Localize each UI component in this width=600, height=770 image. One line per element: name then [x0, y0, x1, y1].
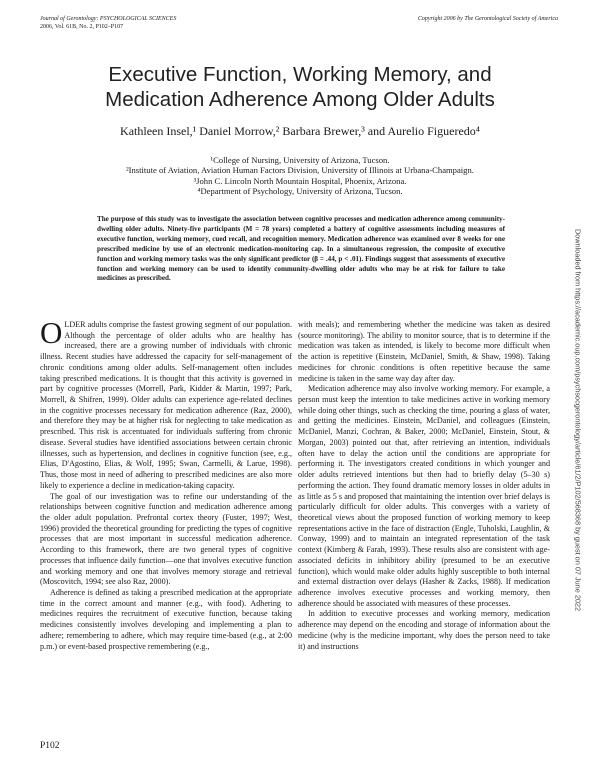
affiliation-1: ¹College of Nursing, University of Arizona, Tucson. — [210, 155, 390, 165]
article-title — [40, 62, 560, 112]
small-caps-lead: LDER — [64, 320, 86, 329]
body-column-left — [40, 315, 292, 652]
title-line-1: Executive Function, Working Memory, and — [108, 63, 492, 86]
journal-header — [40, 16, 176, 31]
journal-volume: 2006, Vol. 61B, No. 2, P102–P107 — [40, 23, 124, 30]
affiliations — [40, 155, 560, 197]
copyright-notice: Copyright 2006 by The Gerontological Society of America — [417, 16, 558, 22]
page-number: P102 — [40, 741, 60, 751]
title-line-2: Medication Adherence Among Older Adults — [105, 88, 495, 111]
affiliation-4: ⁴Department of Psychology, University of Arizona, Tucson. — [197, 186, 403, 197]
drop-cap: O — [40, 315, 63, 350]
affiliation-3: ³John C. Lincoln North Mountain Hospital, Phoenix, Arizona. — [193, 175, 407, 186]
paragraph-intro — [40, 315, 292, 492]
abstract: The purpose of this study was to investigate the association between cognitive processes and medication adherence among community-dwelling older adults. Ninety-five participants (M = 78 years) completed a battery of cognitive assessments including measures of executive function, working memory, cued recall, and recognition memory. Medication adherence was examined over 8 weeks for one prescribed medicine by use of an electronic medication-monitoring cap. In a simultaneous regression, the composite of executive function and working memory tasks was the only significant predictor (β = .44, p < .01). Findings suggest that assessments of executive function and working memory can be used to identify community-dwelling older adults who may be at risk for failure to take medicines as prescribed. — [97, 215, 505, 283]
paragraph-intro-text: adults comprise the fastest growing segment of our population. Although the percentage of older adults who are healthy has increased, there are a growing number of individuals with chronic illness. Recent studies have addressed the capacity for self-management of chronic conditions among older adults. Self-management often includes taking prescribed medications. It is thought that this activity is governed in part by cognitive processes (Morrell, Park, Kidder & Martin, 1997; Park, Morrell, & Shifren, 1999). Older adults can experience age-related declines in the cognitive processes necessary for medication adherence (Raz, 2000), and therefore they may be at higher risk for neglecting to take medication as prescribed. This risk is accentuated for individuals suffering from chronic disease. Several studies have identified associations between certain chronic illnesses, such as hypertension, and declines in cognitive function (see, e.g., Elias, D'Agostino, Elias, & Wolf, 1995; Swan, Carmelli, & Larue, 1998). Thus, those most in need of adhering to prescribed medicines are also more likely to experience a decline in medication-taking capacity. — [40, 320, 292, 490]
paragraph-working-memory: Medication adherence may also involve working memory. For example, a person must keep the intention to take medicines active in working memory while doing other things, such as checking the time, pouring a glass of water, and getting the medicines. Einstein, McDaniel, and colleagues (Einstein, McDaniel, Manzi, Cochran, & Baker, 2000; McDaniel, Einstein, Stout, & Morgan, 2003) pointed out that, after retrieving an intention, individuals often have to delay the action until the conditions are appropriate for performing it. The investigators created conditions in which younger and older adults retrieved intentions but then had to briefly delay (5–30 s) performing the action. They found dramatic memory losses in older adults in as little as 5 s and proposed that maintaining the intention over brief delays is particularly difficult for older adults. This converges with a variety of theoretical views about the proposed function of working memory to keep representations active in the face of distraction (Engle, Tuholski, Laughlin, & Conway, 1999) and to maintain an integrated representation of the task context (Kimberg & Farah, 1993). These results also are consistent with age-associated deficits in inhibitory ability (presumed to be an executive function), which would make older adults highly susceptible to both internal and external distraction over delays (Hasher & Zacks, 1988). If medication adherence involves executive processes and working memory, then adherence should be associated with measures of these processes. — [298, 384, 550, 608]
paragraph-adherence-definition: Adherence is defined as taking a prescribed medication at the appropriate time in the correct amount and manner (e.g., with food). Adhering to medicines requires the recruitment of executive function, because taking medicines consistently involves developing and implementing a plan to adhere; remembering to adhere, which may require time-based (e.g., at 2:00 p.m.) or event-based prospective remembering (e.g., — [40, 587, 292, 651]
journal-name: Journal of Gerontology: PSYCHOLOGICAL SCIENCES — [40, 16, 177, 22]
paragraph-goal: The goal of our investigation was to refine our understanding of the relationships between cognitive function and medication adherence among the older adult population. Prefrontal cortex theory (Fuster, 1997; West, 1996) provided the theoretical grounding for predicting the types of cognitive processes that are most important in successful medication adherence. According to this framework, there are two general types of cognitive processes that influence daily function—one that involves executive function and working memory and one that involves memory storage and retrieval (Moscovitch, 1994; see also Raz, 2000). — [40, 491, 292, 587]
author-list: Kathleen Insel,¹ Daniel Morrow,² Barbara Brewer,³ and Aurelio Figueredo⁴ — [120, 124, 480, 138]
download-note: Downloaded from https://academic.oup.com/psychsocgerontology/article/61/2/P102/568368 by guest on 07 June 2022 — [573, 228, 583, 612]
affiliation-2: ²Institute of Aviation, Aviation Human Factors Division, University of Illinois at Urbana-Champaign. — [126, 165, 474, 176]
body-column-right — [298, 320, 550, 652]
paragraph-encoding: In addition to executive processes and working memory, medication adherence may depend on the encoding and storage of information about the medicine (why is the medicine important, why does the person need to take it) and instructions — [298, 609, 550, 651]
paragraph-continued: with meals); and remembering whether the medicine was taken as desired (source monitoring). The ability to monitor source, that is to determine if the medication was taken as intended, is likely to become more difficult when the action is repetitive (Einstein, McDaniel, Smith, & Shaw, 1998). Taking medicines for chronic conditions is often repetitive because the same medicine is taken in the same way day after day. — [298, 320, 550, 383]
